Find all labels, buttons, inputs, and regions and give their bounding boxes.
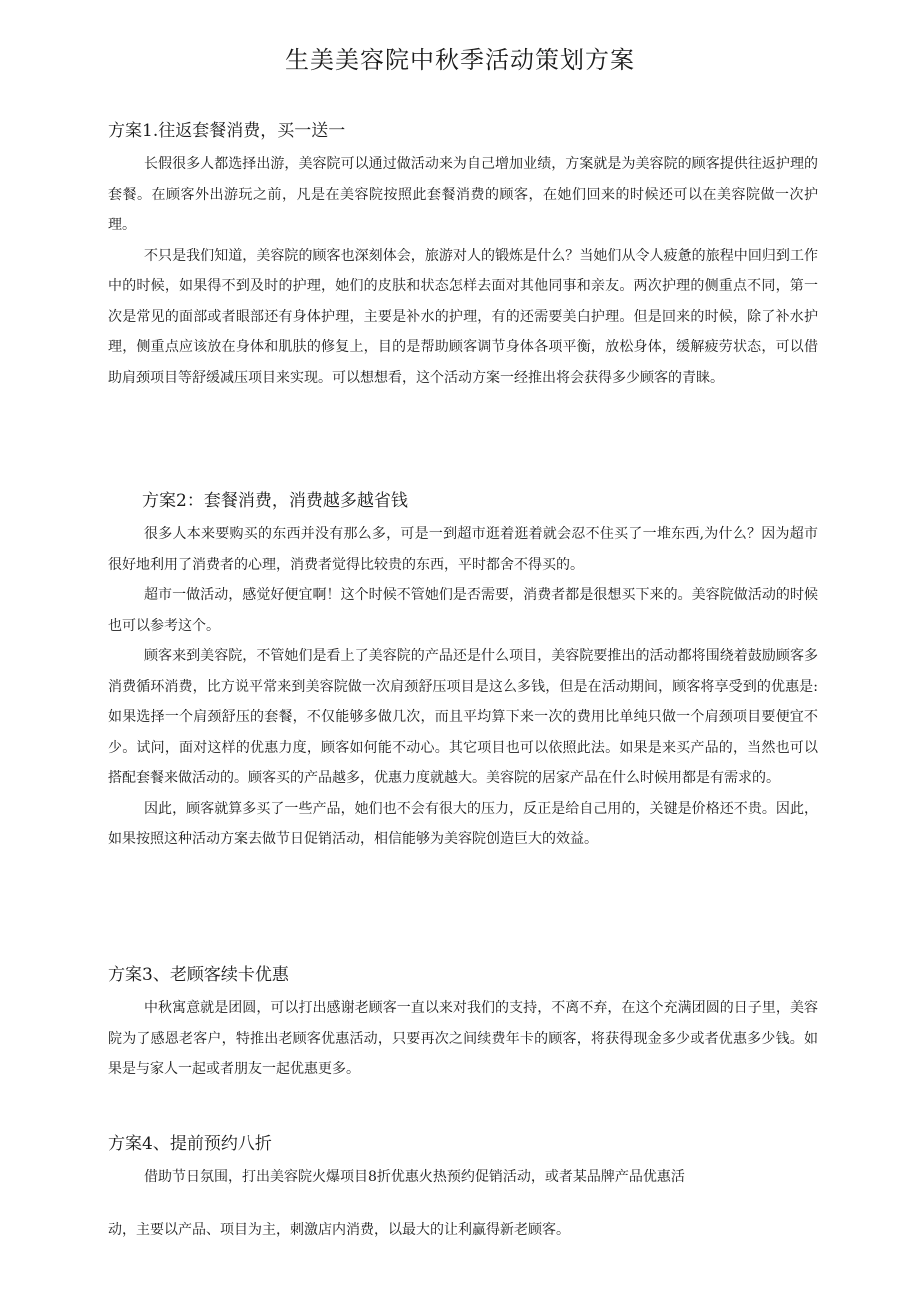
paragraph: 借助节日氛围，打出美容院火爆项目8折优惠火热预约促销活动，或者某品牌产品优惠活	[144, 1169, 685, 1185]
paragraph: 长假很多人都选择出游，美容院可以通过做活动来为自己增加业绩，方案就是为美容院的顾客提供往返护理的套餐。在顾客外出游玩之前，凡是在美容院按照此套餐消费的顾客，在她们回来的时候还可以在美容院做一次护理。	[108, 156, 818, 233]
section-heading: 方案4、提前预约八折	[108, 1134, 272, 1154]
paragraph: 很多人本来要购买的东西并没有那么多，可是一到超市逛着逛着就会忍不住买了一堆东西,为什么？因为超市很好地利用了消费者的心理，消费者觉得比较贵的东西，平时都舍不得买的。	[108, 526, 818, 573]
paragraph: 因此，顾客就算多买了一些产品，她们也不会有很大的压力，反正是给自己用的，关键是价格还不贵。因此，如果按照这种活动方案去做节日促销活动，相信能够为美容院创造巨大的效益。	[108, 800, 818, 847]
paragraph: 动，主要以产品、项目为主，刺激店内消费，以最大的让利赢得新老顾客。	[108, 1221, 570, 1238]
section-heading: 方案1.往返套餐消费，买一送一	[108, 121, 346, 141]
section-plan-3	[108, 961, 818, 1085]
document-title: 生美美容院中秋季活动策划方案	[285, 46, 635, 74]
section-plan-2	[108, 487, 818, 855]
paragraph: 顾客来到美容院，不管她们是看上了美容院的产品还是什么项目，美容院要推出的活动都将围绕着鼓励顾客多消费循环消费，比方说平常来到美容院做一次肩颈舒压项目是这么多钱，但是在活动期间，顾客将享受到的优惠是:如果选择一个肩颈舒压的套餐，不仅能够多做几次，而且平均算下来一次的费用比单纯只做一个肩颈项目要便宜不少。试问，面对这样的优惠力度，顾客如何能不动心。其它项目也可以依照此法。如果是来买产品的，当然也可以搭配套餐来做活动的。顾客买的产品越多，优惠力度就越大。美容院的居家产品在什么时候用都是有需求的。	[108, 648, 818, 786]
section-heading: 方案3、老顾客续卡优惠	[108, 965, 289, 985]
section-plan-4	[108, 1130, 818, 1245]
paragraph: 不只是我们知道，美容院的顾客也深刻体会，旅游对人的锻炼是什么？当她们从令人疲惫的旅程中回归到工作中的时候，如果得不到及时的护理，她们的皮肤和状态怎样去面对其他同事和亲友。两次护理的侧重点不同，第一次是常见的面部或者眼部还有身体护理，主要是补水的护理，有的还需要美白护理。但是回来的时候，除了补水护理，侧重点应该放在身体和肌肤的修复上，目的是帮助顾客调节身体各项平衡，放松身体，缓解疲劳状态，可以借助肩颈项目等舒缓减压项目来实现。可以想想看，这个活动方案一经推出将会获得多少顾客的青睐。	[108, 247, 818, 386]
paragraph: 中秋寓意就是团圆，可以打出感谢老顾客一直以来对我们的支持，不离不弃，在这个充满团圆的日子里，美容院为了感恩老客户，特推出老顾客优惠活动，只要再次之间续费年卡的顾客，将获得现金多少或者优惠多少钱。如果是与家人一起或者朋友一起优惠更多。	[108, 1000, 818, 1077]
section-plan-1	[108, 117, 818, 393]
paragraph: 超市一做活动，感觉好便宜啊！这个时候不管她们是否需要，消费者都是很想买下来的。美容院做活动的时候也可以参考这个。	[108, 587, 818, 634]
section-heading: 方案2：套餐消费，消费越多越省钱	[142, 491, 408, 511]
